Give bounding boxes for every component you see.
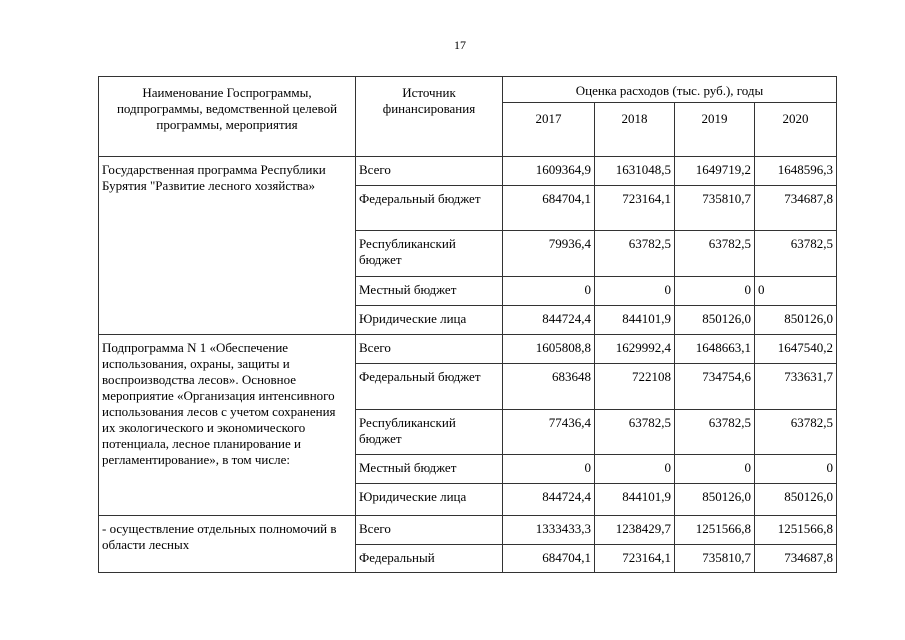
activity-name-cell (99, 516, 356, 573)
subprogram-name-cell (99, 335, 356, 516)
value-cell: 844101,9 (595, 306, 675, 335)
source-cell: Республиканский бюджет (356, 231, 503, 277)
value-cell: 0 (595, 277, 675, 306)
year-header: 2018 (595, 103, 675, 157)
header-estimate-cell (503, 77, 837, 103)
value-cell: 0 (675, 277, 755, 306)
value-cell: 723164,1 (595, 186, 675, 231)
table-row (99, 157, 837, 186)
value-cell: 735810,7 (675, 186, 755, 231)
value-cell: 844724,4 (503, 306, 595, 335)
value-cell: 734754,6 (675, 364, 755, 410)
value-cell: 63782,5 (755, 410, 837, 455)
source-cell: Федеральный (356, 545, 503, 573)
source-cell: Всего (356, 516, 503, 545)
source-cell: Федеральный бюджет (356, 186, 503, 231)
value-cell: 684704,1 (503, 186, 595, 231)
value-cell: 734687,8 (755, 545, 837, 573)
value-cell: 1609364,9 (503, 157, 595, 186)
header-name-label: Наименование Госпрограммы, подпрограммы, ведомственной целевой программы, мероприятия (116, 85, 338, 132)
value-cell: 1238429,7 (595, 516, 675, 545)
source-cell: Всего (356, 157, 503, 186)
value-cell: 1649719,2 (675, 157, 755, 186)
value-cell: 0 (675, 455, 755, 484)
source-cell: Юридические лица (356, 306, 503, 335)
year-header: 2017 (503, 103, 595, 157)
page-number: 17 (454, 38, 466, 52)
value-cell: 1629992,4 (595, 335, 675, 364)
value-cell: 850126,0 (675, 306, 755, 335)
value-cell: 0 (503, 277, 595, 306)
budget-table (98, 76, 837, 573)
value-cell: 63782,5 (755, 231, 837, 277)
value-cell: 850126,0 (755, 484, 837, 516)
value-cell: 733631,7 (755, 364, 837, 410)
subprogram-name: Подпрограмма N 1 «Обеспечение использования, охраны, защиты и воспроизводства лесов». Основное мероприятие «Организация интенсивного использования лесов с учетом сохранения их экологического и экономического потенциала, лесное планирование и регламентирование», в том числе: (102, 340, 336, 467)
header-source-label: Источник финансирования (382, 85, 476, 116)
source-cell: Местный бюджет (356, 455, 503, 484)
value-cell: 844101,9 (595, 484, 675, 516)
value-cell: 1251566,8 (675, 516, 755, 545)
value-cell: 0 (755, 455, 837, 484)
header-name-cell (99, 77, 356, 157)
year-header: 2020 (755, 103, 837, 157)
header-estimate-label: Оценка расходов (тыс. руб.), годы (575, 83, 764, 98)
value-cell: 722108 (595, 364, 675, 410)
value-cell: 0 (595, 455, 675, 484)
value-cell: 79936,4 (503, 231, 595, 277)
value-cell: 1648596,3 (755, 157, 837, 186)
year-header: 2019 (675, 103, 755, 157)
value-cell: 63782,5 (675, 410, 755, 455)
value-cell: 1631048,5 (595, 157, 675, 186)
header-source-cell (356, 77, 503, 157)
value-cell: 1333433,3 (503, 516, 595, 545)
value-cell: 63782,5 (595, 231, 675, 277)
program-name: Государственная программа Республики Бурятия "Развитие лесного хозяйства» (102, 162, 326, 193)
value-cell: 684704,1 (503, 545, 595, 573)
value-cell: 723164,1 (595, 545, 675, 573)
value-cell: 1605808,8 (503, 335, 595, 364)
table-row (99, 335, 837, 364)
source-cell: Республиканский бюджет (356, 410, 503, 455)
source-cell: Федеральный бюджет (356, 364, 503, 410)
source-cell: Всего (356, 335, 503, 364)
value-cell: 850126,0 (675, 484, 755, 516)
value-cell: 734687,8 (755, 186, 837, 231)
activity-name: - осуществление отдельных полномочий в области лесных (102, 521, 337, 552)
value-cell: 735810,7 (675, 545, 755, 573)
value-cell: 1251566,8 (755, 516, 837, 545)
value-cell: 1648663,1 (675, 335, 755, 364)
value-cell: 1647540,2 (755, 335, 837, 364)
value-cell: 63782,5 (675, 231, 755, 277)
value-cell: 77436,4 (503, 410, 595, 455)
value-cell: 844724,4 (503, 484, 595, 516)
value-cell: 63782,5 (595, 410, 675, 455)
value-cell: 0 (503, 455, 595, 484)
value-cell: 850126,0 (755, 306, 837, 335)
value-cell: 683648 (503, 364, 595, 410)
value-cell: 0 (755, 277, 837, 306)
source-cell: Местный бюджет (356, 277, 503, 306)
table-row (99, 516, 837, 545)
program-name-cell (99, 157, 356, 335)
source-cell: Юридические лица (356, 484, 503, 516)
